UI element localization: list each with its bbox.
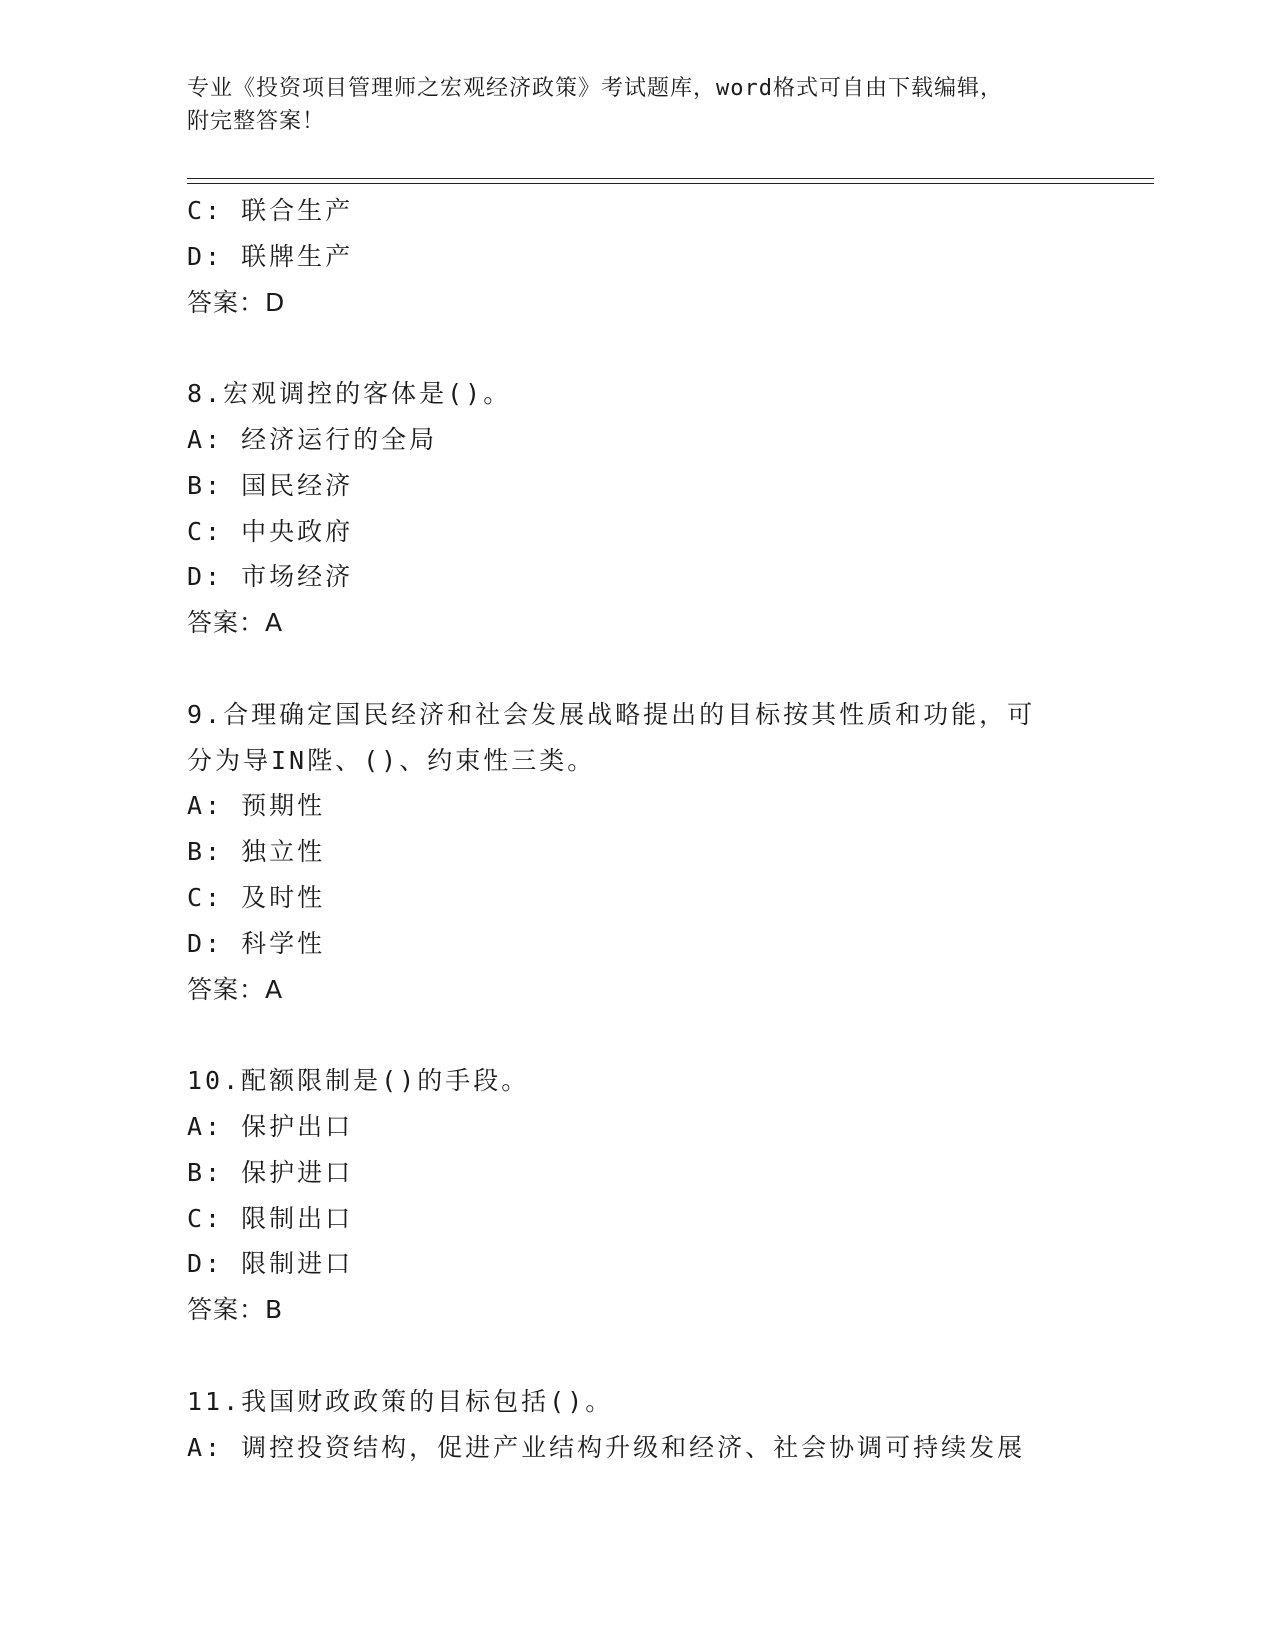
spacer [187, 646, 1147, 692]
option-d: D: 科学性 [187, 928, 326, 958]
header-line-2: 附完整答案！ [187, 109, 326, 134]
option-d: D: 限制进口 [187, 1249, 354, 1279]
option-d: D: 联牌生产 [187, 241, 354, 271]
document-header [187, 72, 1087, 138]
spacer [187, 1012, 1147, 1058]
option-c: C: 中央政府 [187, 516, 354, 546]
spacer [187, 325, 1147, 371]
question-text: 11.我国财政政策的目标包括()。 [187, 1386, 614, 1416]
header-divider-bottom [187, 183, 1154, 184]
answer: 答案：D [187, 287, 286, 317]
option-b: B: 保护进口 [187, 1157, 354, 1187]
header-line-1: 专业《投资项目管理师之宏观经济政策》考试题库，word格式可自由下载编辑， [187, 76, 1003, 101]
question-11 [187, 1379, 1147, 1471]
option-a: A: 保护出口 [187, 1111, 354, 1141]
answer: 答案：B [187, 1295, 284, 1325]
option-a: A: 预期性 [187, 791, 326, 821]
question-list [187, 188, 1147, 1470]
header-divider-top [187, 178, 1154, 179]
spacer [187, 1333, 1147, 1379]
option-a: A: 调控投资结构，促进产业结构升级和经济、社会协调可持续发展 [187, 1432, 1026, 1462]
question-text: 10.配额限制是()的手段。 [187, 1066, 530, 1096]
option-c: C: 限制出口 [187, 1203, 354, 1233]
option-a: A: 经济运行的全局 [187, 424, 438, 454]
question-8 [187, 371, 1147, 646]
option-d: D: 市场经济 [187, 562, 354, 592]
option-c: C: 联合生产 [187, 196, 354, 225]
option-c: C: 及时性 [187, 882, 326, 912]
option-b: B: 独立性 [187, 837, 326, 867]
continued-question [187, 188, 1147, 325]
question-text: 8.宏观调控的客体是()。 [187, 379, 512, 409]
option-b: B: 国民经济 [187, 470, 354, 500]
answer: 答案：A [187, 608, 284, 638]
answer: 答案：A [187, 974, 284, 1004]
question-10 [187, 1058, 1147, 1333]
question-text: 9.合理确定国民经济和社会发展战略提出的目标按其性质和功能，可 [187, 699, 1036, 729]
question-text-continued: 分为导IN陛、()、约束性三类。 [187, 745, 596, 775]
question-9 [187, 692, 1147, 1013]
